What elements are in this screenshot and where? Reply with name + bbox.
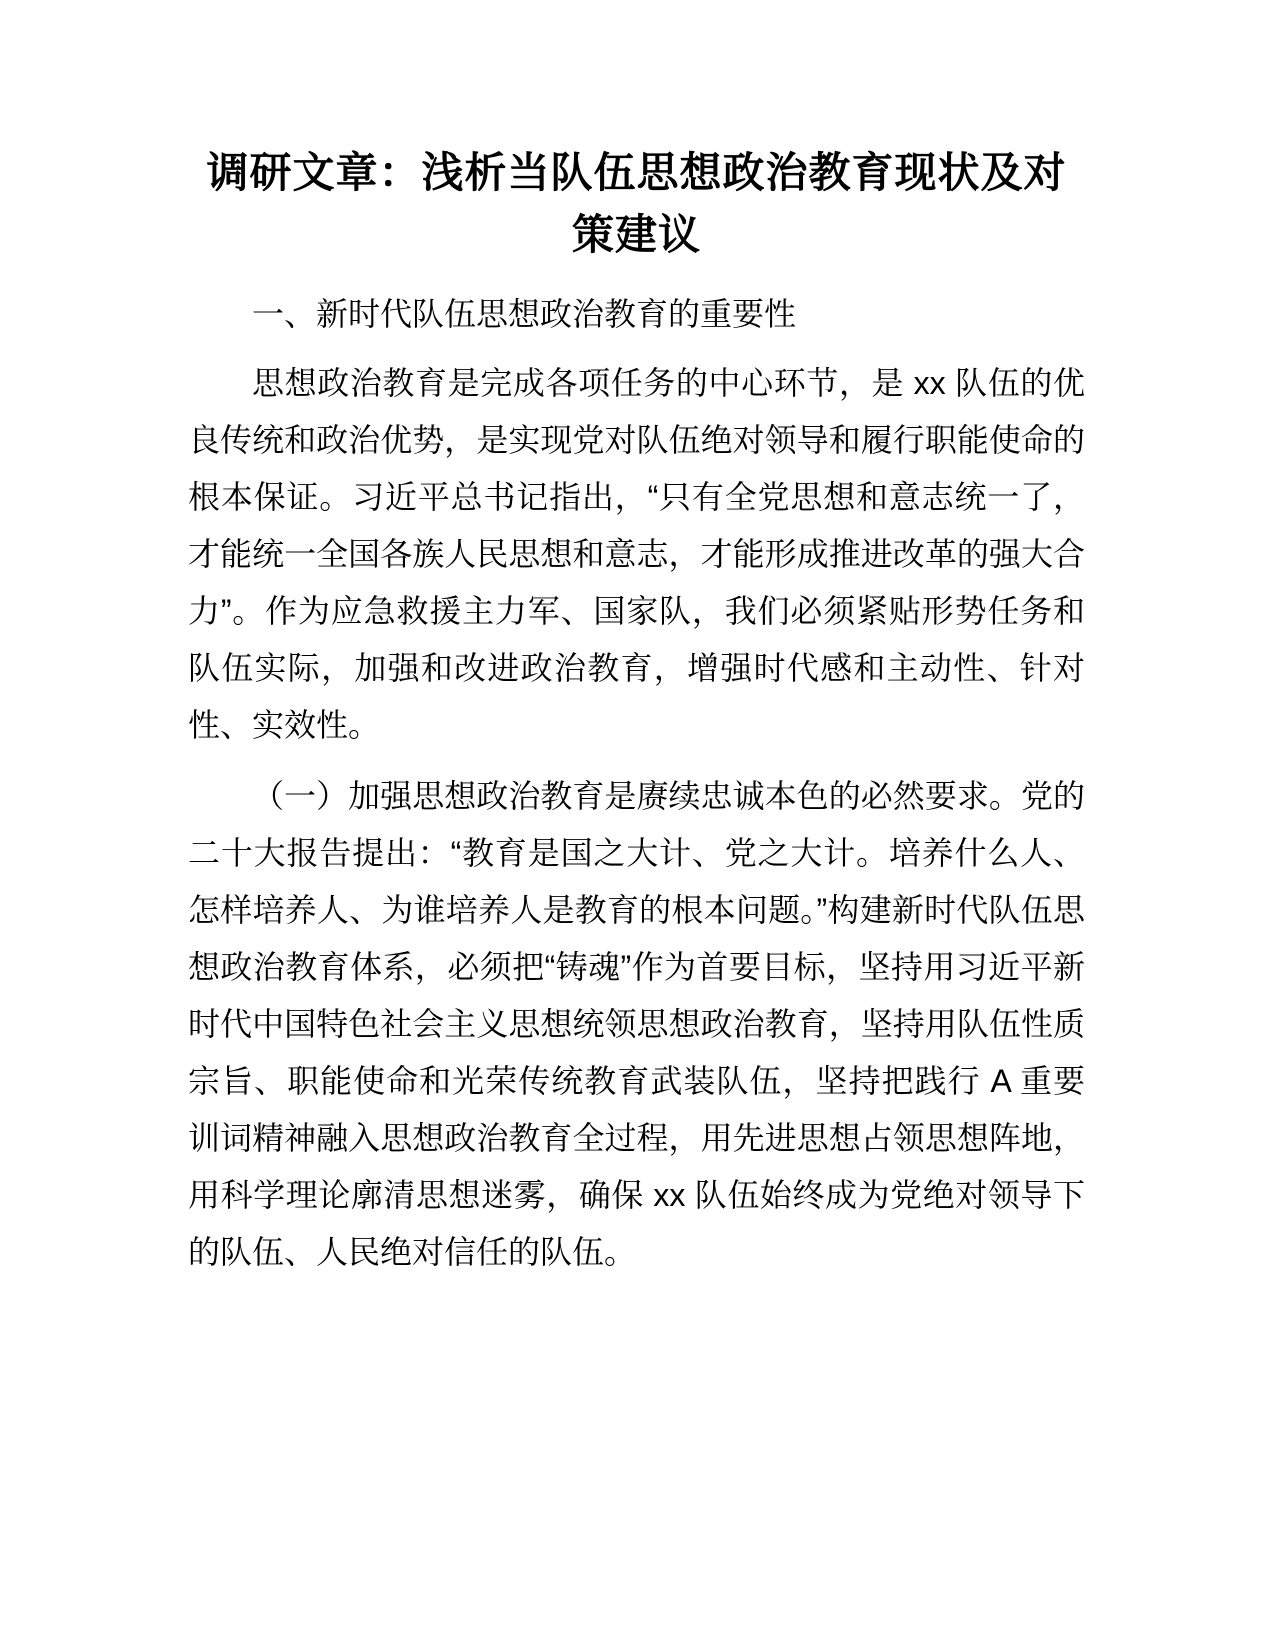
document-title: 调研文章：浅析当队伍思想政治教育现状及对策建议 <box>206 149 1067 258</box>
paragraph-point-one: （一）加强思想政治教育是赓续忠诚本色的必然要求。党的二十大报告提出：“教育是国之大计、党之大计。培养什么人、怎样培养人、为谁培养人是教育的根本问题。”构建新时代队伍思想政治教育体系，必须把“铸魂”作为首要目标，坚持用习近平新时代中国特色社会主义思想统领思想政治教育，坚持用队伍性质宗旨、职能使命和光荣传统教育武装队伍，坚持把践行 A 重要训词精神融入思想政治教育全过程，用先进思想占领思想阵地，用科学理论廓清思想迷雾，确保 xx 队伍始终成为党绝对领导下的队伍、人民绝对信任的队伍。 <box>188 778 1085 1270</box>
section-heading: 一、新时代队伍思想政治教育的重要性 <box>252 296 797 332</box>
paragraph-intro: 思想政治教育是完成各项任务的中心环节，是 xx 队伍的优良传统和政治优势，是实现党对队伍绝对领导和履行职能使命的根本保证。习近平总书记指出，“只有全党思想和意志统一了，才能统一全国各族人民思想和意志，才能形成推进改革的强大合力”。作为应急救援主力军、国家队，我们必须紧贴形势任务和队伍实际，加强和改进政治教育，增强时代感和主动性、针对性、实效性。 <box>188 365 1085 743</box>
